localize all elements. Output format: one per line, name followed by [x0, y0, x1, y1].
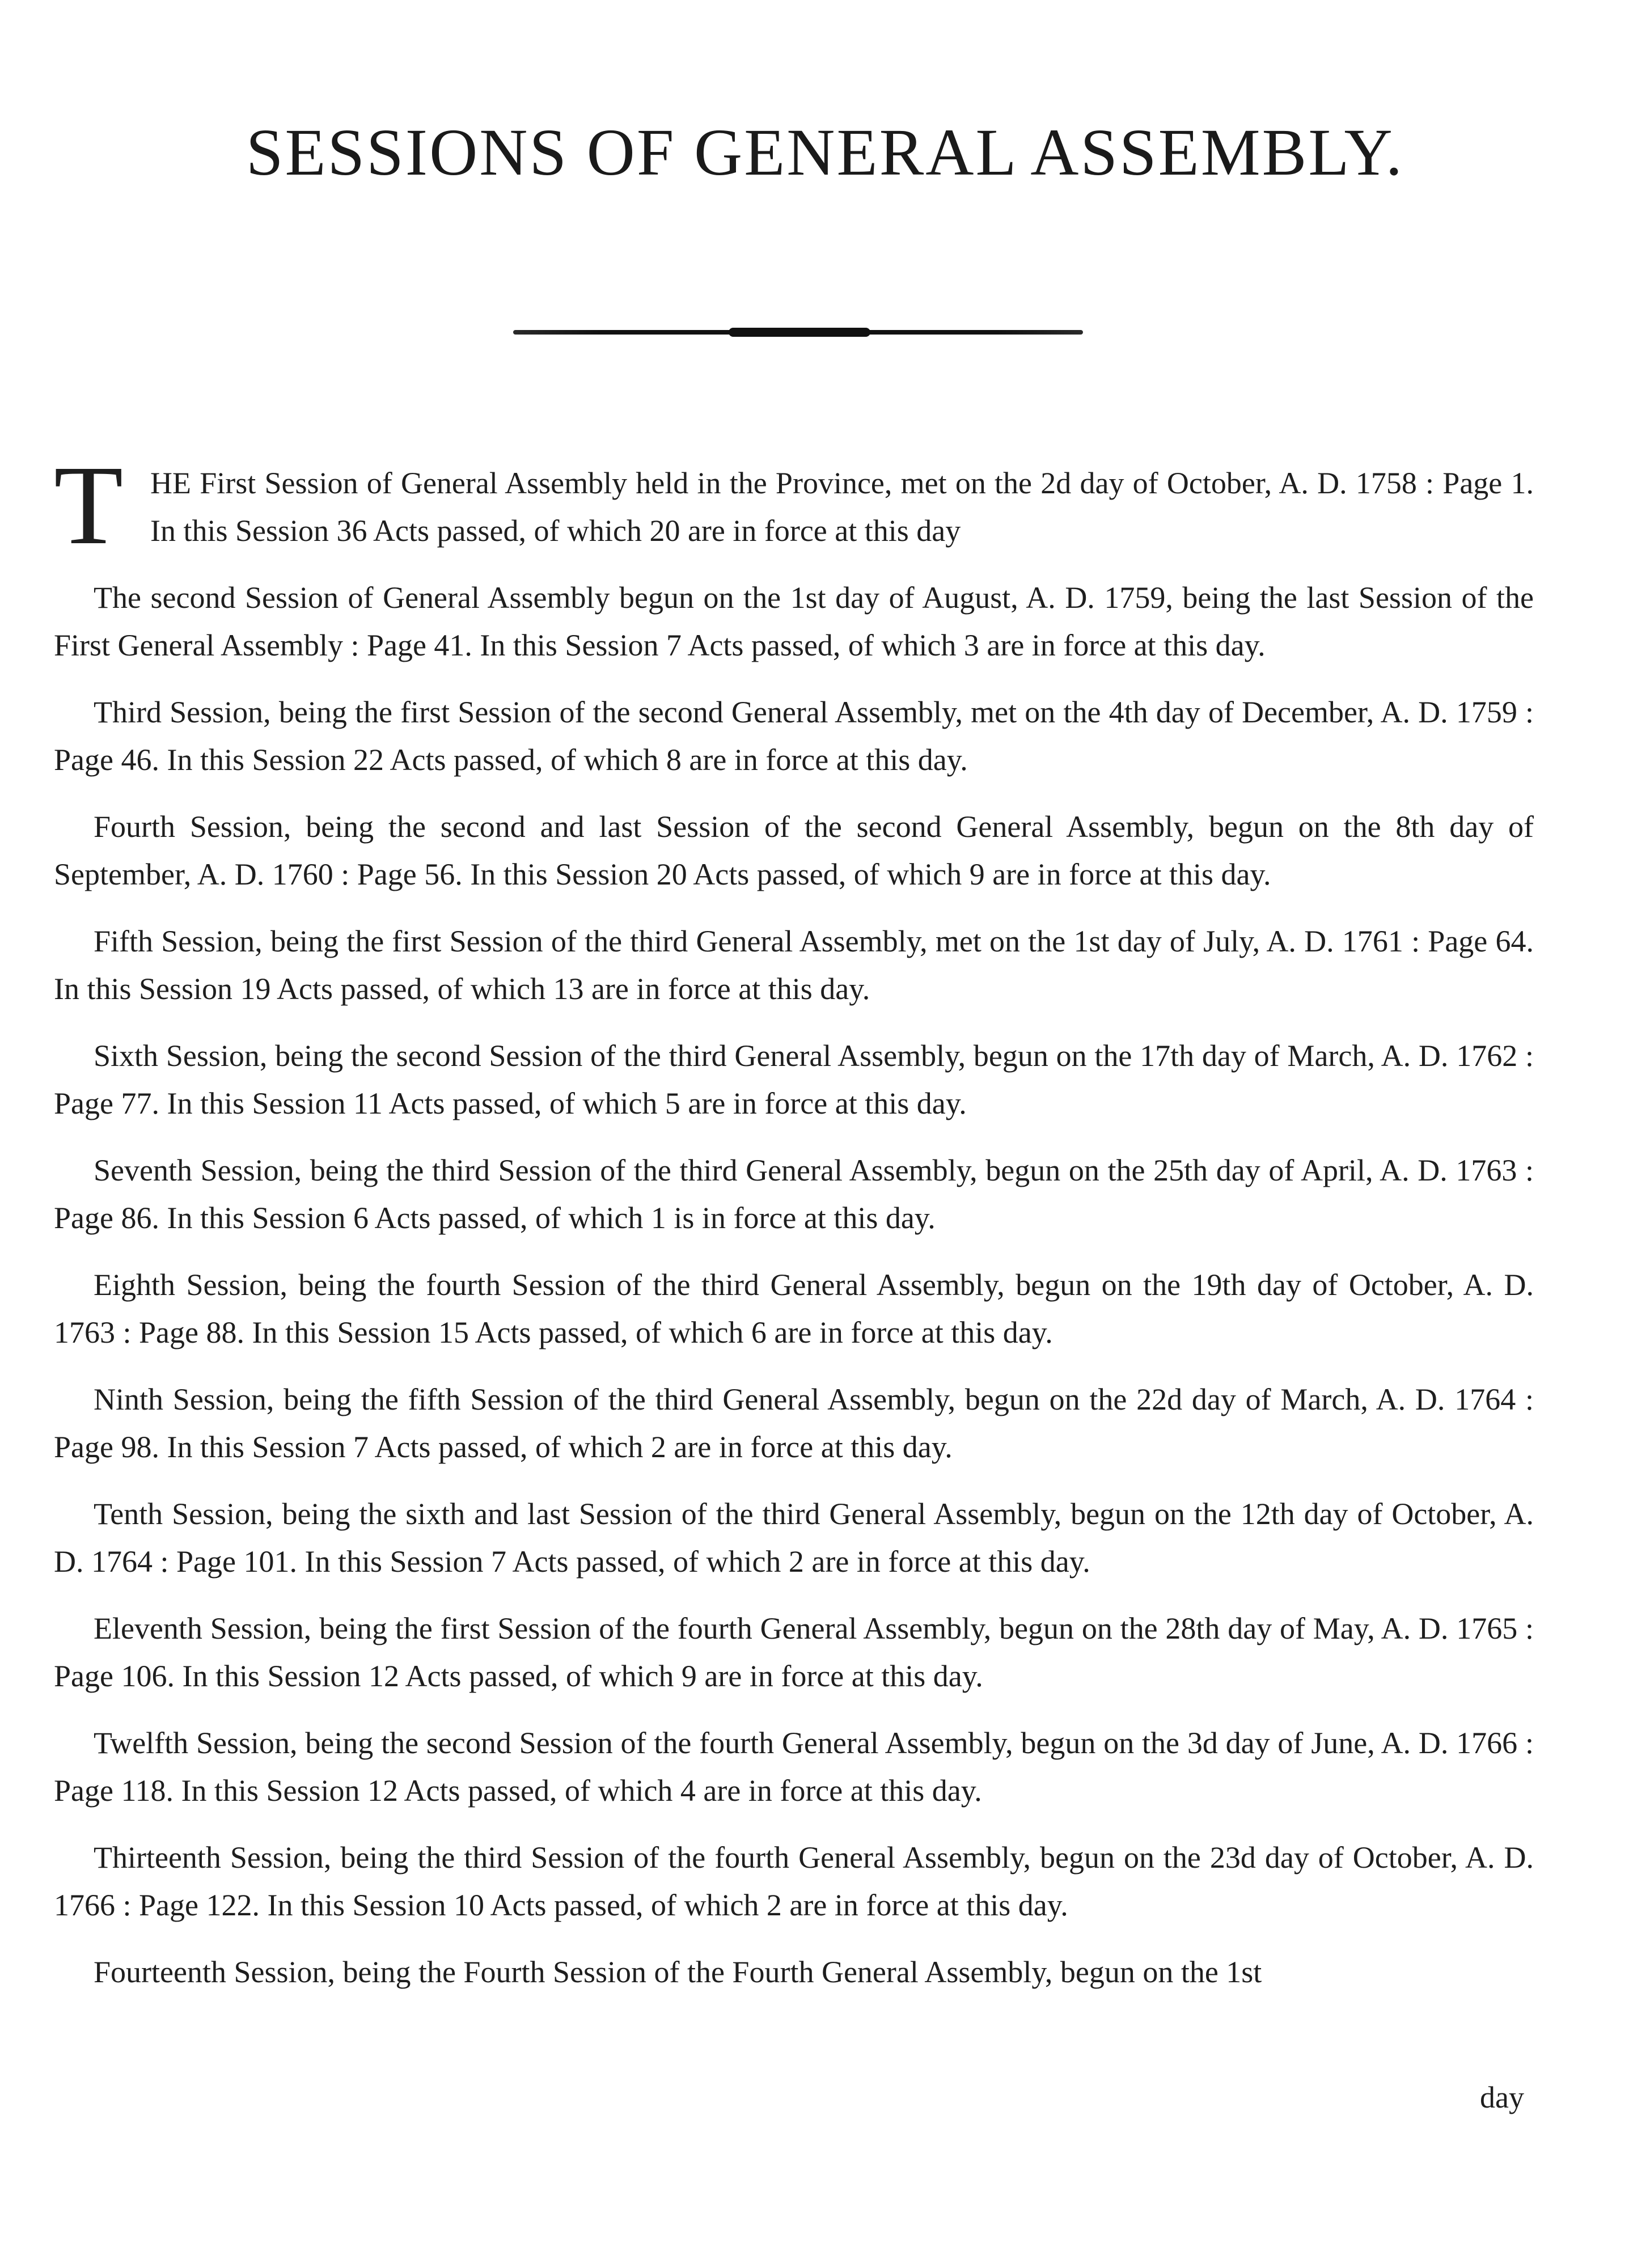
session-paragraph-6: Sixth Session, being the second Session of the third General Assembly, begun on the 17th day of March, A. D. 1762 : Page 77. In this Session 11 Acts passed, of which 5 are in force at this day. [54, 1039, 1534, 1120]
catchword: day [1480, 2080, 1524, 2114]
session-paragraph-5: Fifth Session, being the first Session of the third General Assembly, met on the 1st day of July, A. D. 1761 : Page 64. In this Session 19 Acts passed, of which 13 are in force at this day. [54, 924, 1534, 1006]
session-paragraph-3: Third Session, being the first Session of the second General Assembly, met on the 4th day of December, A. D. 1759 : Page 46. In this Session 22 Acts passed, of which 8 are in force at this day. [54, 695, 1534, 777]
session-paragraph-14: Fourteenth Session, being the Fourth Session of the Fourth General Assembly, begun on the 1st [94, 1955, 1262, 1989]
title-rule-divider [513, 330, 1083, 335]
session-paragraph-8: Eighth Session, being the fourth Session of the third General Assembly, begun on the 19th day of October, A. D. 1763 : Page 88. In this Session 15 Acts passed, of which 6 are in force at this day. [54, 1268, 1534, 1349]
session-paragraph-4: Fourth Session, being the second and last Session of the second General Assembly, begun on the 8th day of September, A. D. 1760 : Page 56. In this Session 20 Acts passed, of which 9 are in force at this day. [54, 810, 1534, 891]
session-paragraph-13: Thirteenth Session, being the third Session of the fourth General Assembly, begun on the 23d day of October, A. D. 1766 : Page 122. In this Session 10 Acts passed, of which 2 are in force at this day. [54, 1840, 1534, 1922]
session-paragraph-2: The second Session of General Assembly begun on the 1st day of August, A. D. 1759, being the last Session of the First General Assembly : Page 41. In this Session 7 Acts passed, of which 3 are in force at this day. [54, 581, 1534, 662]
session-paragraph-9: Ninth Session, being the fifth Session of the third General Assembly, begun on the 22d day of March, A. D. 1764 : Page 98. In this Session 7 Acts passed, of which 2 are in force at this day. [54, 1382, 1534, 1464]
page-title: SESSIONS OF GENERAL ASSEMBLY. [246, 115, 1404, 189]
drop-cap-letter: T [54, 443, 124, 568]
sessions-text-body [54, 443, 1534, 2015]
session-paragraph-10: Tenth Session, being the sixth and last Session of the third General Assembly, begun on the 12th day of October, A. D. 1764 : Page 101. In this Session 7 Acts passed, of which 2 are in force at this day. [54, 1497, 1534, 1579]
paragraph-text: HE First Session of General Assembly held in the Province, met on the 2d day of October, A. D. 1758 : Page 1. In this Session 36 Acts passed, of which 20 are in force at this day [150, 466, 1534, 548]
session-paragraph-11: Eleventh Session, being the first Session of the fourth General Assembly, begun on the 28th day of May, A. D. 1765 : Page 106. In this Session 12 Acts passed, of which 9 are in force at this day. [54, 1611, 1534, 1693]
session-paragraph-1 [54, 443, 1534, 568]
session-paragraph-12: Twelfth Session, being the second Session of the fourth General Assembly, begun on the 3d day of June, A. D. 1766 : Page 118. In this Session 12 Acts passed, of which 4 are in force at this day. [54, 1726, 1534, 1808]
session-paragraph-7: Seventh Session, being the third Session of the third General Assembly, begun on the 25th day of April, A. D. 1763 : Page 86. In this Session 6 Acts passed, of which 1 is in force at this day. [54, 1153, 1534, 1235]
